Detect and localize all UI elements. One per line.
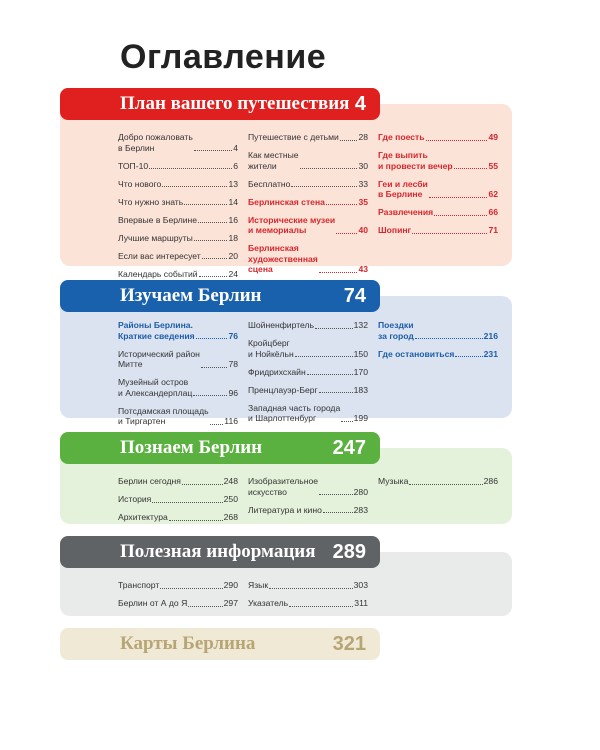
toc-entry-title: Берлин сегодня [118, 476, 181, 486]
toc-entry[interactable] [118, 349, 238, 370]
toc-entry[interactable] [378, 207, 498, 218]
toc-leader-dots [194, 240, 228, 241]
toc-column [378, 132, 498, 243]
toc-leader-dots [319, 392, 353, 393]
toc-entry[interactable] [118, 512, 238, 523]
toc-entry-page: 286 [483, 476, 498, 486]
toc-entry-title: Музыка [378, 476, 409, 486]
toc-entry-page: 150 [353, 348, 368, 359]
toc-entry-title: Что нужно знать [118, 196, 184, 207]
toc-entry-page: 49 [488, 132, 498, 142]
toc-entry[interactable] [378, 320, 498, 341]
toc-leader-dots [269, 588, 353, 589]
toc-entry[interactable] [118, 197, 238, 208]
toc-leader-dots [199, 276, 228, 277]
toc-column [118, 580, 238, 616]
toc-entry-page: 116 [224, 416, 238, 426]
toc-entry[interactable] [378, 225, 498, 236]
section-explore-title: Изучаем Берлин [120, 285, 262, 306]
toc-entry[interactable] [248, 197, 368, 208]
toc-entry[interactable] [248, 403, 368, 424]
toc-entry-title: Бесплатно [248, 178, 291, 189]
toc-entry[interactable] [118, 233, 238, 244]
toc-entry-page: 4 [233, 142, 238, 153]
toc-entry[interactable] [248, 385, 368, 396]
toc-entry-page: 28 [358, 132, 368, 142]
toc-entry-page: 231 [483, 348, 498, 359]
section-plan-title: План вашего путешествия [120, 93, 350, 114]
toc-entry-page: 290 [223, 580, 238, 590]
toc-entry-page: 268 [223, 512, 238, 522]
page-title: Оглавление [120, 38, 327, 76]
section-know-title: Познаем Берлин [120, 437, 263, 458]
toc-entry[interactable] [118, 251, 238, 262]
section-explore-header[interactable] [60, 280, 380, 312]
toc-entry-page: 71 [488, 225, 498, 235]
toc-entry[interactable] [248, 179, 368, 190]
toc-entry-page: 283 [353, 504, 368, 515]
toc-leader-dots [415, 338, 483, 339]
toc-column [118, 476, 238, 530]
toc-entry-title: Берлинская стена [248, 196, 325, 207]
toc-entry-title: Календарь событий [118, 268, 198, 279]
toc-leader-dots [434, 215, 487, 216]
toc-leader-dots [295, 356, 353, 357]
toc-entry[interactable] [248, 476, 368, 497]
toc-entry-title: Поездки за город [378, 320, 414, 341]
toc-entry-page: 303 [353, 580, 368, 590]
toc-entry-page: 55 [488, 160, 498, 171]
toc-entry-page: 30 [358, 160, 368, 171]
toc-entry-page: 16 [228, 214, 238, 225]
toc-entry-title: Кройцберг и Нойкёльн [248, 338, 294, 359]
toc-entry[interactable] [378, 179, 498, 200]
toc-entry[interactable] [118, 161, 238, 172]
toc-entry-title: Шойненфиртель [248, 320, 315, 330]
toc-entry-title: Указатель [248, 598, 289, 608]
toc-entry-title: Берлинская художественная сцена [248, 243, 318, 274]
toc-entry-page: 62 [488, 189, 498, 199]
section-info-title: Полезная информация [120, 541, 316, 562]
toc-entry[interactable] [248, 367, 368, 378]
toc-column [248, 132, 368, 282]
toc-entry-title: ТОП-10 [118, 160, 149, 171]
toc-entry-title: Пренцлауэр-Берг [248, 384, 318, 395]
toc-entry[interactable] [118, 320, 238, 341]
toc-leader-dots [291, 186, 357, 187]
toc-entry-title: Литература и кино [248, 504, 322, 515]
toc-entry-page: 33 [358, 178, 368, 189]
toc-entry-title: Транспорт [118, 580, 160, 590]
toc-entry[interactable] [118, 406, 238, 427]
toc-column [248, 580, 368, 616]
toc-entry-page: 6 [233, 160, 238, 171]
toc-entry[interactable] [248, 338, 368, 359]
toc-entry-page: 248 [223, 476, 238, 486]
toc-entry-page: 24 [228, 268, 238, 279]
toc-entry-title: Где поесть [378, 132, 425, 142]
toc-column [378, 320, 498, 367]
toc-entry-page: 35 [358, 196, 368, 207]
section-maps-header[interactable] [60, 628, 380, 660]
toc-leader-dots [340, 140, 358, 141]
toc-entry-title: Где остановиться [378, 348, 455, 359]
toc-entry[interactable] [378, 132, 498, 143]
toc-leader-dots [454, 168, 488, 169]
toc-entry-page: 43 [358, 264, 368, 274]
toc-entry[interactable] [248, 243, 368, 275]
section-maps-title: Карты Берлина [120, 633, 256, 654]
toc-leader-dots [315, 328, 353, 329]
toc-entry[interactable] [378, 349, 498, 360]
toc-entry-page: 216 [483, 330, 498, 341]
toc-entry-title: Впервые в Берлине [118, 214, 198, 225]
toc-entry-title: Исторические музеи и мемориалы [248, 214, 336, 235]
toc-entry-page: 96 [228, 387, 238, 398]
toc-entry-title: Добро пожаловать в Берлин [118, 132, 193, 153]
toc-entry-page: 183 [353, 384, 368, 395]
toc-entry[interactable] [248, 598, 368, 609]
section-info-page: 289 [332, 540, 366, 563]
toc-column [118, 132, 238, 287]
toc-leader-dots [194, 150, 232, 151]
toc-entry-title: Язык [248, 580, 269, 590]
section-info-header[interactable] [60, 536, 380, 568]
toc-entry[interactable] [118, 179, 238, 190]
toc-leader-dots [429, 197, 488, 198]
toc-entry-page: 297 [223, 598, 238, 608]
toc-leader-dots [412, 233, 487, 234]
toc-leader-dots [336, 233, 357, 234]
toc-leader-dots [307, 374, 353, 375]
toc-leader-dots [210, 424, 224, 425]
toc-leader-dots [201, 367, 228, 368]
toc-leader-dots [289, 606, 353, 607]
toc-leader-dots [323, 512, 353, 513]
toc-entry[interactable] [118, 215, 238, 226]
toc-entry-title: Западная часть города и Шарлоттенбург [248, 402, 341, 423]
toc-entry-title: Путешествие с детьми [248, 132, 339, 142]
toc-leader-dots [455, 356, 482, 357]
toc-entry-page: 14 [228, 196, 238, 207]
toc-entry-page: 40 [358, 225, 368, 235]
toc-leader-dots [426, 140, 488, 141]
toc-entry-page: 311 [354, 598, 368, 608]
section-know-page: 247 [332, 436, 366, 459]
toc-column [378, 476, 498, 494]
toc-entry-page: 132 [353, 320, 368, 330]
toc-entry-page: 78 [228, 359, 238, 369]
toc-entry-title: Что нового [118, 178, 162, 189]
toc-entry-title: Исторический район Митте [118, 348, 200, 369]
toc-entry-page: 199 [353, 413, 368, 423]
toc-entry-page: 66 [488, 207, 498, 217]
toc-entry[interactable] [248, 320, 368, 331]
toc-leader-dots [202, 258, 228, 259]
toc-entry-title: Как местные жители [248, 150, 299, 171]
toc-leader-dots [162, 186, 227, 187]
toc-entry[interactable] [118, 476, 238, 487]
toc-entry[interactable] [118, 132, 238, 153]
toc-entry-title: Берлин от А до Я [118, 598, 188, 608]
toc-entry[interactable] [248, 215, 368, 236]
toc-entry[interactable] [118, 494, 238, 505]
toc-column [118, 320, 238, 434]
toc-entry-page: 280 [353, 486, 368, 497]
toc-entry-page: 18 [228, 232, 238, 243]
toc-entry-page: 170 [353, 366, 368, 377]
toc-entry-title: Изобразительное искусство [248, 476, 319, 497]
section-plan-panel [60, 104, 512, 279]
toc-entry-title: Потсдамская площадь и Тиргартен [118, 405, 209, 426]
toc-entry[interactable] [248, 132, 368, 143]
toc-entry-page: 13 [228, 178, 238, 189]
toc-leader-dots [169, 520, 223, 521]
toc-entry-title: Шопинг [378, 225, 412, 235]
toc-leader-dots [341, 421, 352, 422]
section-plan-header[interactable] [60, 88, 380, 120]
toc-entry-title: Где выпить и провести вечер [378, 150, 453, 171]
toc-entry-title: Музейный остров и Александерплац [118, 377, 193, 398]
toc-leader-dots [160, 588, 222, 589]
toc-entry[interactable] [118, 598, 238, 609]
toc-entry-title: Фридрихсхайн [248, 366, 306, 377]
toc-leader-dots [300, 168, 358, 169]
section-explore-panel [60, 296, 512, 426]
section-maps-page: 321 [332, 632, 366, 655]
toc-entry[interactable] [248, 580, 368, 591]
toc-leader-dots [149, 168, 232, 169]
toc-entry[interactable] [378, 476, 498, 487]
toc-entry[interactable] [118, 580, 238, 591]
toc-column [248, 320, 368, 431]
toc-leader-dots [198, 222, 227, 223]
toc-leader-dots [326, 204, 358, 205]
toc-entry-title: Районы Берлина. Краткие сведения [118, 320, 195, 341]
toc-entry-title: История [118, 494, 152, 504]
toc-entry-title: Если вас интересует [118, 250, 201, 261]
toc-leader-dots [184, 204, 227, 205]
section-explore-page: 74 [343, 284, 366, 307]
toc-entry-title: Лучшие маршруты [118, 232, 193, 243]
toc-entry[interactable] [248, 505, 368, 516]
section-know-header[interactable] [60, 432, 380, 464]
toc-entry-title: Архитектура [118, 512, 168, 522]
toc-entry[interactable] [118, 269, 238, 280]
toc-entry-title: Геи и лесби в Берлине [378, 178, 428, 199]
toc-entry-page: 76 [228, 330, 238, 341]
toc-leader-dots [196, 338, 228, 339]
toc-leader-dots [193, 395, 227, 396]
toc-column [248, 476, 368, 523]
toc-entry-page: 250 [223, 494, 238, 504]
toc-leader-dots [152, 502, 222, 503]
toc-entry[interactable] [378, 150, 498, 171]
section-plan-page: 4 [354, 92, 366, 115]
toc-leader-dots [182, 484, 223, 485]
toc-entry[interactable] [118, 377, 238, 398]
toc-leader-dots [319, 494, 353, 495]
toc-entry[interactable] [248, 150, 368, 171]
toc-entry-title: Развлечения [378, 207, 434, 217]
toc-entry-page: 20 [228, 250, 238, 261]
toc-leader-dots [188, 606, 222, 607]
toc-leader-dots [319, 272, 358, 273]
toc-leader-dots [409, 484, 482, 485]
